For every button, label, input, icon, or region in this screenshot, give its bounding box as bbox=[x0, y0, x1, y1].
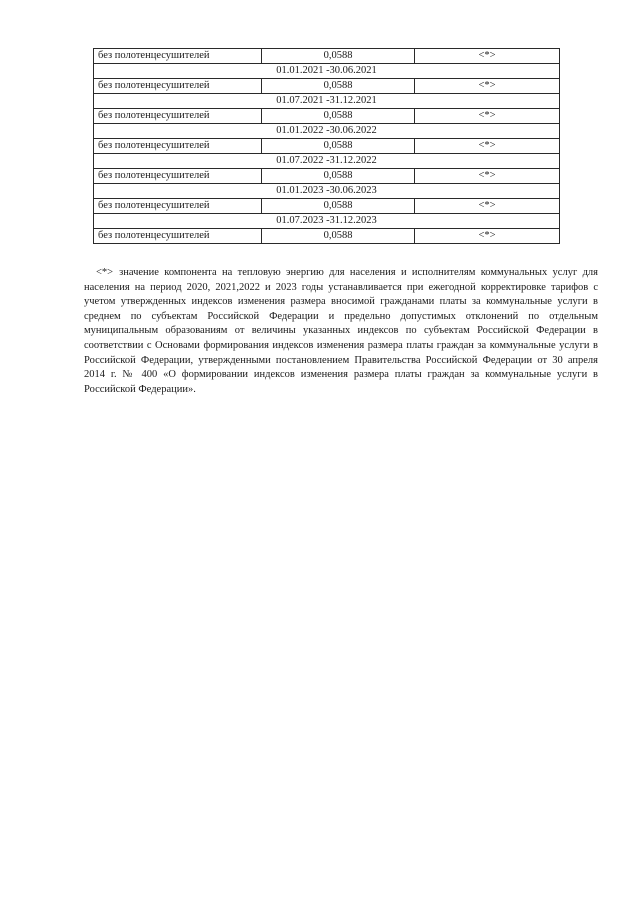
period-row bbox=[94, 94, 560, 109]
note-cell: <*> bbox=[415, 139, 560, 154]
value-cell: 0,0588 bbox=[262, 199, 415, 214]
period-cell: 01.07.2021 -31.12.2021 bbox=[94, 94, 560, 109]
note-cell: <*> bbox=[415, 109, 560, 124]
note-cell: <*> bbox=[415, 229, 560, 244]
period-row bbox=[94, 64, 560, 79]
period-row bbox=[94, 154, 560, 169]
value-cell: 0,0588 bbox=[262, 109, 415, 124]
label-cell: без полотенцесушителей bbox=[94, 109, 262, 124]
label-cell: без полотенцесушителей bbox=[94, 139, 262, 154]
table-row bbox=[94, 139, 560, 154]
period-cell: 01.07.2022 -31.12.2022 bbox=[94, 154, 560, 169]
value-cell: 0,0588 bbox=[262, 229, 415, 244]
table-row bbox=[94, 199, 560, 214]
table-row bbox=[94, 79, 560, 94]
period-cell: 01.07.2023 -31.12.2023 bbox=[94, 214, 560, 229]
period-cell: 01.01.2022 -30.06.2022 bbox=[94, 124, 560, 139]
label-cell: без полотенцесушителей bbox=[94, 79, 262, 94]
value-cell: 0,0588 bbox=[262, 79, 415, 94]
label-cell: без полотенцесушителей bbox=[94, 169, 262, 184]
period-cell: 01.01.2021 -30.06.2021 bbox=[94, 64, 560, 79]
note-cell: <*> bbox=[415, 79, 560, 94]
label-cell: без полотенцесушителей bbox=[94, 49, 262, 64]
period-row bbox=[94, 184, 560, 199]
table-row bbox=[94, 49, 560, 64]
note-cell: <*> bbox=[415, 199, 560, 214]
value-cell: 0,0588 bbox=[262, 139, 415, 154]
value-cell: 0,0588 bbox=[262, 169, 415, 184]
footnote-marker: <*> bbox=[96, 267, 114, 278]
table-row bbox=[94, 109, 560, 124]
tariff-table-body bbox=[94, 49, 560, 244]
footnote-text: значение компонента на тепловую энергию для населения и исполнителям коммунальных услуг для населения на период 2020, 2021,2022 и 2023 годы устанавливается при ежегодной корректировке тарифов с учетом утвержденных индексов изменения размера вносимой гражданами платы за коммунальные услуги в среднем по субъектам Российской Федерации и предельно допустимых отклонений по отдельным муниципальным образованиям от величины указанных индексов по субъектам Российской Федерации в соответствии с Основами формирования индексов изменения размера платы граждан за коммунальные услуги в Российской Федерации, утвержденными постановлением Правительства Российской Федерации от 30 апреля 2014 г. № 400 «О формировании индексов изменения размера платы граждан за коммунальные услуги в Российской Федерации». bbox=[84, 267, 598, 395]
period-row bbox=[94, 124, 560, 139]
table-row bbox=[94, 169, 560, 184]
label-cell: без полотенцесушителей bbox=[94, 229, 262, 244]
value-cell: 0,0588 bbox=[262, 49, 415, 64]
period-row bbox=[94, 214, 560, 229]
footnote-paragraph bbox=[84, 266, 598, 397]
label-cell: без полотенцесушителей bbox=[94, 199, 262, 214]
note-cell: <*> bbox=[415, 49, 560, 64]
note-cell: <*> bbox=[415, 169, 560, 184]
tariff-table bbox=[93, 48, 560, 244]
table-row bbox=[94, 229, 560, 244]
period-cell: 01.01.2023 -30.06.2023 bbox=[94, 184, 560, 199]
